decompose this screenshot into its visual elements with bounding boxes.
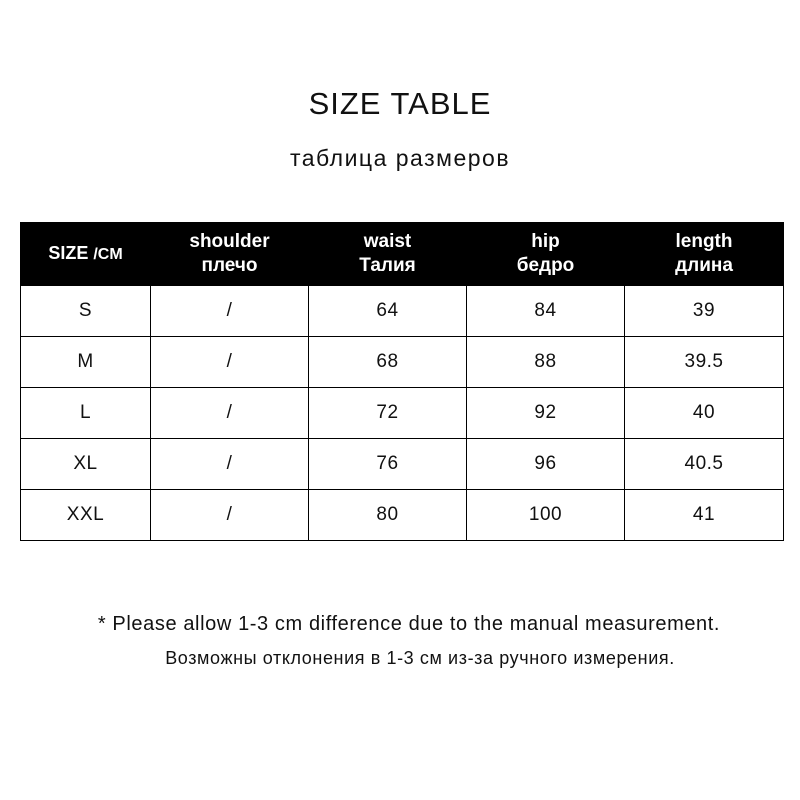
- cell-length: 39.5: [625, 337, 784, 388]
- header-size-label: SIZE: [48, 243, 94, 263]
- cell-hip: 92: [467, 388, 625, 439]
- header-hip: [467, 223, 625, 286]
- cell-waist: 64: [309, 286, 467, 337]
- header-shoulder-en: shoulder: [189, 231, 270, 252]
- table-row: [21, 388, 784, 439]
- header-hip-en: hip: [531, 231, 560, 252]
- cell-length: 40.5: [625, 439, 784, 490]
- header-length: [625, 223, 784, 286]
- table-header-row: [21, 223, 784, 286]
- cell-shoulder: /: [151, 286, 309, 337]
- cell-size: L: [21, 388, 151, 439]
- header-size: [21, 223, 151, 286]
- cell-length: 40: [625, 388, 784, 439]
- cell-hip: 96: [467, 439, 625, 490]
- header-hip-ru: бедро: [516, 255, 575, 276]
- page-subtitle: таблица размеров: [289, 145, 511, 171]
- header-waist-en: waist: [363, 231, 412, 252]
- cell-waist: 76: [309, 439, 467, 490]
- cell-size: XXL: [21, 490, 151, 541]
- size-table: [20, 222, 784, 541]
- table-row: [21, 490, 784, 541]
- cell-shoulder: /: [151, 490, 309, 541]
- cell-shoulder: /: [151, 388, 309, 439]
- cell-hip: 84: [467, 286, 625, 337]
- header-size-unit: /CM: [93, 246, 123, 263]
- table-row: [21, 337, 784, 388]
- header-shoulder: [151, 223, 309, 286]
- cell-hip: 100: [467, 490, 625, 541]
- header-shoulder-ru: плечо: [201, 255, 258, 276]
- cell-shoulder: /: [151, 439, 309, 490]
- table-row: [21, 439, 784, 490]
- header-length-en: length: [675, 231, 733, 252]
- cell-size: M: [21, 337, 151, 388]
- cell-hip: 88: [467, 337, 625, 388]
- measurement-note-ru: Возможны отклонения в 1-3 см из-за ручного измерения.: [165, 648, 675, 668]
- header-length-ru: длина: [675, 255, 733, 276]
- measurement-note-en: * Please allow 1-3 cm difference due to the manual measurement.: [97, 613, 721, 635]
- cell-waist: 72: [309, 388, 467, 439]
- cell-waist: 80: [309, 490, 467, 541]
- cell-size: S: [21, 286, 151, 337]
- cell-shoulder: /: [151, 337, 309, 388]
- cell-size: XL: [21, 439, 151, 490]
- header-waist: [309, 223, 467, 286]
- cell-length: 39: [625, 286, 784, 337]
- table-row: [21, 286, 784, 337]
- cell-length: 41: [625, 490, 784, 541]
- cell-waist: 68: [309, 337, 467, 388]
- page-title: SIZE TABLE: [308, 86, 492, 121]
- header-waist-ru: Талия: [359, 255, 416, 276]
